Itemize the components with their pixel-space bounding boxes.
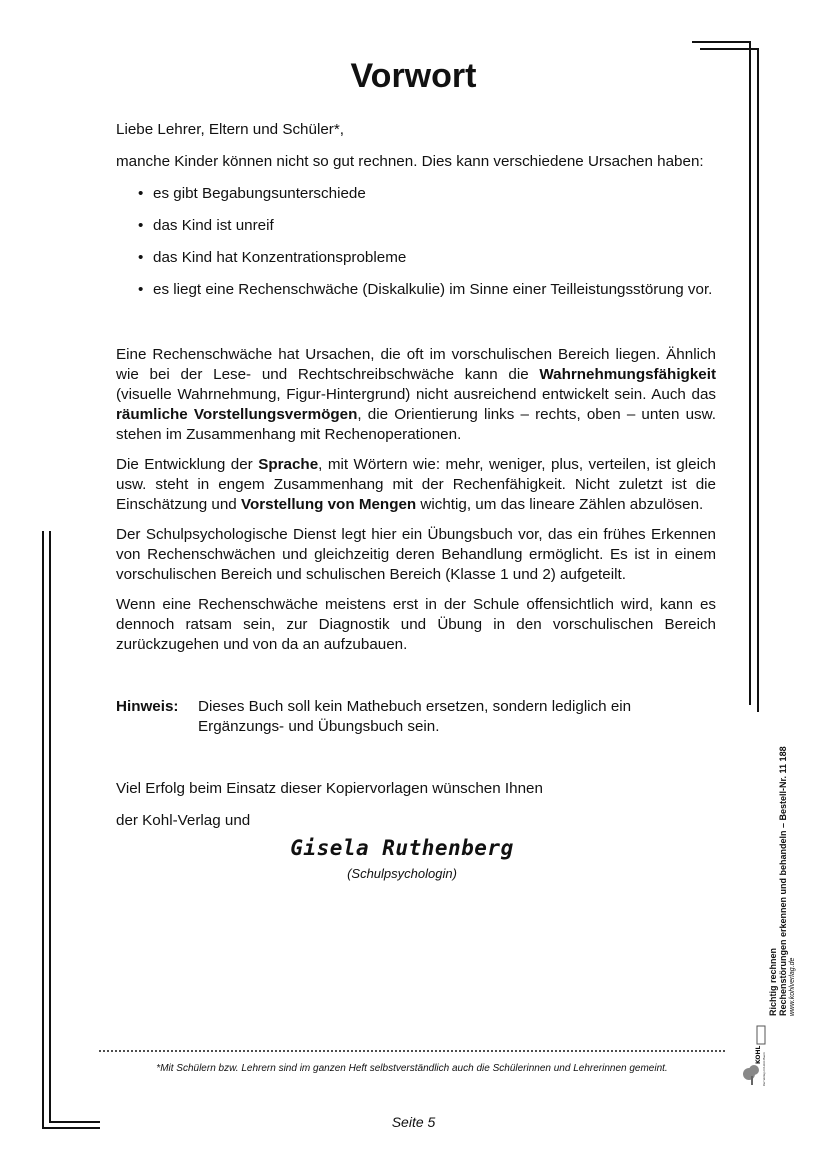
foreword-body <box>116 120 716 884</box>
cause-list <box>116 184 716 300</box>
signature-role: (Schulpsychologin) <box>347 866 457 881</box>
text-run: wichtig, um das lineare Zählen abzulösen. <box>416 496 704 513</box>
paragraph-language <box>116 455 716 515</box>
list-item: • das Kind hat Konzentrationsprobleme <box>116 248 716 268</box>
dotted-divider <box>98 1050 726 1052</box>
frame-left-outer <box>42 531 44 1129</box>
paragraph-advice: Wenn eine Rechenschwäche meistens erst in der Schule offensichtlich wird, kann es dennoch ratsam sein, zur Diagnostik und Übung in den vorschulischen Bereich zurückzugehen und von da an aufzubauen. <box>116 596 716 653</box>
hint-block <box>116 697 716 737</box>
list-item: • es liegt eine Rechenschwäche (Diskalkulie) im Sinne einer Teilleistungsstörung vor. <box>116 280 716 300</box>
paragraph-causes <box>116 345 716 445</box>
text-run: , mit Wörtern wie: mehr, weniger, plus, verteilen, ist gleich usw. steht in engem Zusammenhang mit der Rechenfähigkeit. Nicht zuletzt ist die Einschätzung und <box>116 456 716 513</box>
page-number: Seite 5 <box>391 1114 436 1130</box>
side-imprint <box>768 746 798 1016</box>
text-run: Eine Rechenschwäche hat Ursachen, die oft im vorschulischen Bereich liegen. Ähnlich wie bei der Lese- und Rechtschreibschwäche kann die <box>116 346 716 383</box>
page-title: Vorwort <box>350 56 477 95</box>
book-title: Richtig rechnen <box>768 947 778 1016</box>
paragraph-service: Der Schulpsychologische Dienst legt hier ein Übungsbuch vor, das ein frühes Erkennen von Rechenschwächen und gleichzeitig deren Behandlung ermöglicht. Es ist in einem vorschulischen Bereich und schulischen Bereich (Klasse 1 und 2) aufgeteilt. <box>116 526 716 583</box>
frame-left-inner <box>49 531 51 1123</box>
closing-line: Viel Erfolg beim Einsatz dieser Kopiervorlagen wünschen Ihnen <box>116 780 543 797</box>
emphasis-perception: Wahrnehmungsfähigkeit <box>539 366 716 383</box>
frame-right-outer <box>749 41 751 705</box>
logo-text: KOHL <box>755 1045 762 1064</box>
emphasis-language: Sprache <box>258 456 319 473</box>
emphasis-quantities: Vorstellung von Mengen <box>240 496 417 513</box>
hint-label: Hinweis: <box>116 698 179 715</box>
frame-top-outer <box>692 41 750 43</box>
logo-sub: Der Verlag mit dem Baum <box>763 1052 766 1086</box>
emphasis-spatial: räumliche Vorstellungsvermögen <box>116 406 358 423</box>
publisher-url: www.kohlverlag.de <box>789 957 796 1016</box>
footnote: *Mit Schülern bzw. Lehrern sind im ganzen Heft selbstverständlich auch die Schülerinnen und Lehrerinnen gemeint. <box>156 1063 668 1074</box>
tree-logo-icon <box>740 1024 766 1088</box>
intro-paragraph: manche Kinder können nicht so gut rechnen. Dies kann verschiedene Ursachen haben: <box>116 153 704 170</box>
greeting: Liebe Lehrer, Eltern und Schüler*, <box>116 121 344 138</box>
book-subtitle: Rechenstörungen erkennen und behandeln – Bestell-Nr. 11 188 <box>778 746 788 1016</box>
list-item: • das Kind ist unreif <box>116 216 716 236</box>
text-run: Die Entwicklung der <box>116 456 259 473</box>
list-item: • es gibt Begabungsunterschiede <box>116 184 716 204</box>
frame-right-inner <box>757 48 759 712</box>
signature: Gisela Ruthenberg <box>290 836 514 860</box>
text-run: , die Orientierung links – rechts, oben – unten usw. stehen im Zusammenhang mit Rechenoperationen. <box>116 406 716 443</box>
publisher-line: der Kohl-Verlag und <box>116 812 251 829</box>
hint-text: Dieses Buch soll kein Mathebuch ersetzen, sondern lediglich ein Ergänzungs- und Übungsbuch sein. <box>198 698 632 735</box>
text-run: (visuelle Wahrnehmung, Figur-Hintergrund) nicht ausreichend entwickelt sein. Auch das <box>116 386 716 403</box>
